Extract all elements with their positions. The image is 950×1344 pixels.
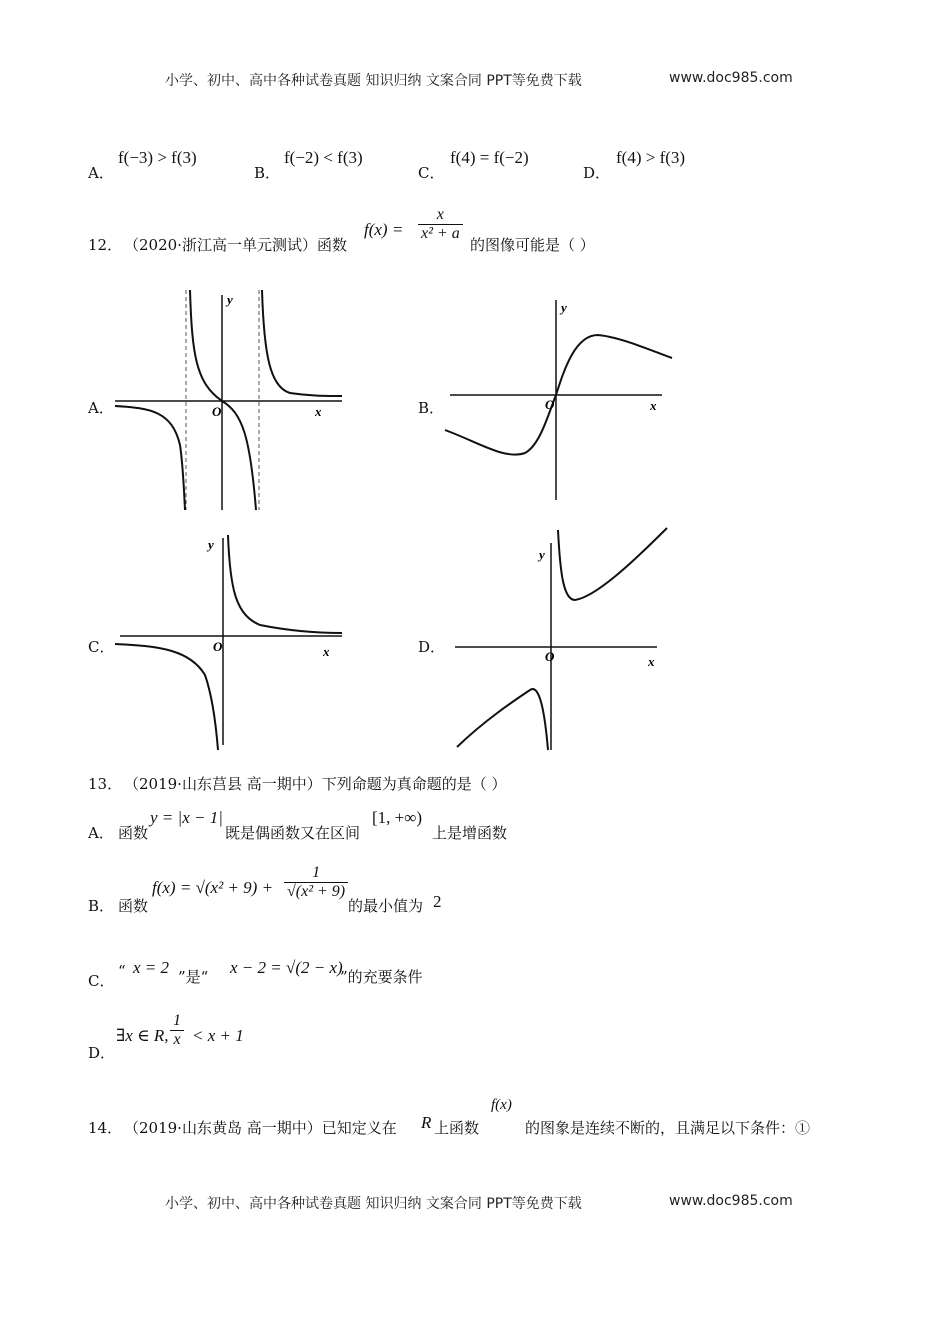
q12-number: 12． bbox=[88, 236, 123, 254]
q13-a-post: 上是增函数 bbox=[432, 824, 508, 842]
graph-d-y-label: y bbox=[539, 547, 545, 562]
q14-source: （2019·山东黄岛 高一期中）已知定义在 bbox=[124, 1119, 397, 1137]
q13-b-pre: 函数 bbox=[118, 897, 149, 915]
q12-tail: 的图像可能是（ ） bbox=[470, 236, 595, 254]
q14-r: R bbox=[421, 1113, 432, 1132]
q11-option-d-expr: f(4) > f(3) bbox=[616, 148, 686, 167]
q13-c-expr1: x = 2 bbox=[133, 958, 170, 977]
q13-b-frac-den: √(x² + 9) bbox=[284, 882, 348, 901]
footer-text: 小学、初中、高中各种试卷真题 知识归纳 文案合同 PPT等免费下载 bbox=[165, 1196, 582, 1212]
q12-func-lhs: f(x) = bbox=[364, 220, 404, 239]
graph-d-x-label: x bbox=[648, 654, 655, 669]
graph-b bbox=[440, 295, 680, 505]
q14-number: 14． bbox=[88, 1119, 123, 1137]
q13-c-expr2: x − 2 = √(2 − x) bbox=[230, 958, 343, 977]
q13-d-rhs: < x + 1 bbox=[192, 1026, 244, 1045]
q13-a-pre: 函数 bbox=[118, 824, 149, 842]
q11-option-d-label: D． bbox=[583, 164, 611, 182]
q13-b-val: 2 bbox=[433, 892, 442, 911]
q13-d-fraction bbox=[170, 1012, 184, 1049]
q11-option-c-expr: f(4) = f(−2) bbox=[450, 148, 529, 167]
q13-d-frac-num: 1 bbox=[173, 1012, 181, 1029]
graph-a-label: A． bbox=[88, 399, 114, 417]
q12-source: （2020·浙江高一单元测试）函数 bbox=[124, 236, 347, 254]
graph-c-x-label: x bbox=[323, 644, 330, 659]
graph-a-y-label: y bbox=[227, 292, 233, 307]
q13-c-label: C． bbox=[88, 972, 115, 990]
q13-d-label: D． bbox=[88, 1044, 116, 1062]
q13-b-label: B． bbox=[88, 897, 115, 915]
q13-a-interval: [1, +∞) bbox=[372, 808, 423, 827]
graph-c bbox=[110, 530, 350, 755]
q13-number: 13． bbox=[88, 775, 123, 793]
q13-b-lhs: f(x) = √(x² + 9) + bbox=[152, 878, 274, 897]
q13-c-quote-open: “ bbox=[118, 962, 126, 980]
q13-b-post: 的最小值为 bbox=[348, 897, 424, 915]
q12-frac-den: x² + a bbox=[418, 224, 463, 243]
q13-a-mid: 既是偶函数又在区间 bbox=[225, 824, 361, 842]
graph-a-curve-left bbox=[115, 406, 185, 510]
q12-frac-num: x bbox=[436, 206, 444, 223]
q13-d-frac-den: x bbox=[170, 1030, 184, 1049]
graph-b-y-label: y bbox=[561, 300, 567, 315]
q11-option-a-expr: f(−3) > f(3) bbox=[118, 148, 197, 167]
graph-a-curve-right bbox=[262, 290, 342, 396]
q13-c-quote-mid: ”是“ bbox=[178, 968, 209, 986]
q11-option-c-label: C． bbox=[418, 164, 445, 182]
graph-d-origin-label: O bbox=[545, 649, 555, 664]
graph-a bbox=[110, 285, 350, 515]
q13-stem: （2019·山东莒县 高一期中）下列命题为真命题的是（ ） bbox=[124, 775, 507, 793]
q11-option-b-label: B． bbox=[254, 164, 281, 182]
graph-c-curve-left bbox=[115, 644, 218, 750]
graph-c-curve-right bbox=[228, 535, 342, 633]
q14-fx: f(x) bbox=[491, 1097, 512, 1113]
q13-b-fraction bbox=[284, 864, 348, 901]
q13-d-lhs: ∃x ∈ R, bbox=[116, 1026, 169, 1045]
graph-a-origin-label: O bbox=[212, 404, 222, 419]
graph-d bbox=[445, 525, 675, 755]
graph-c-label: C． bbox=[88, 638, 115, 656]
graph-a-x-label: x bbox=[315, 404, 322, 419]
graph-b-label: B． bbox=[418, 399, 445, 417]
q13-a-expr: y = |x − 1| bbox=[150, 808, 223, 827]
graph-a-curve-middle bbox=[190, 290, 256, 510]
graph-b-origin-label: O bbox=[545, 397, 555, 412]
graph-b-x-label: x bbox=[650, 398, 657, 413]
header-text: 小学、初中、高中各种试卷真题 知识归纳 文案合同 PPT等免费下载 bbox=[165, 73, 582, 89]
q12-fraction bbox=[418, 206, 463, 243]
q14-post: 的图象是连续不断的，且满足以下条件：① bbox=[525, 1119, 811, 1137]
graph-d-label: D． bbox=[418, 638, 446, 656]
q14-mid: 上函数 bbox=[434, 1119, 480, 1137]
q11-option-a-label: A． bbox=[88, 164, 114, 182]
q13-a-label: A． bbox=[88, 824, 114, 842]
footer-url[interactable]: www.doc985.com bbox=[669, 1193, 793, 1209]
graph-d-curve-right bbox=[558, 528, 667, 600]
graph-c-y-label: y bbox=[208, 537, 214, 552]
graph-c-origin-label: O bbox=[213, 639, 223, 654]
header-url[interactable]: www.doc985.com bbox=[669, 70, 793, 86]
graph-d-curve-left bbox=[457, 689, 548, 750]
q11-option-b-expr: f(−2) < f(3) bbox=[284, 148, 363, 167]
q13-c-post: ”的充要条件 bbox=[340, 968, 423, 986]
q13-b-frac-num: 1 bbox=[312, 864, 321, 881]
